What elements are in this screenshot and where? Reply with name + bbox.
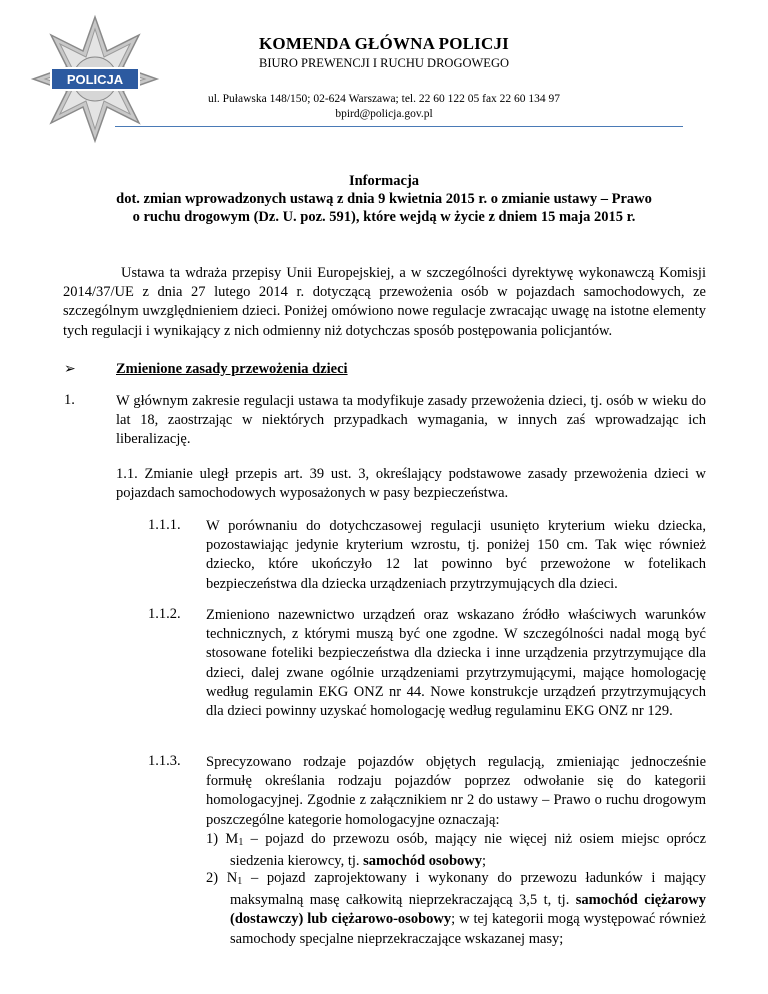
title-line-3: o ruchu drogowym (Dz. U. poz. 591), które wejdą w życie z dniem 15 maja 2015 r. bbox=[132, 209, 636, 225]
section-heading: Zmienione zasady przewożenia dzieci bbox=[116, 361, 348, 377]
point-1-1-3-text: Sprecyzowano rodzaje pojazdów objętych regulacją, zmieniając jednocześnie formułę określania rodzaju pojazdów poprzez odwołanie się do kategorii homologacyjnej. Zgodnie z załącznikiem nr 2 do ustawy – Prawo o ruchu drogowym poszczególne kategorie homologacyjne oznaczają: bbox=[206, 754, 706, 828]
header-rule bbox=[115, 126, 683, 127]
point-1-1-3-number: 1.1.3. bbox=[148, 753, 181, 769]
header-address: ul. Puławska 148/150; 02-624 Warszawa; tel. 22 60 122 05 fax 22 60 134 97 bbox=[207, 93, 561, 105]
point-1-1-text: Zmianie uległ przepis art. 39 ust. 3, określający podstawowe zasady przewożenia dzieci w pojazdach samochodowych wyposażonych w pasy bezpieczeństwa. bbox=[116, 466, 706, 502]
list-item-1-category: $M_1$ bbox=[225, 831, 244, 848]
list-item-1-number: 1) bbox=[206, 831, 219, 847]
list-item-1-text: – pojazd do przewozu osób, mający nie więcej niż osiem miejsc oprócz siedzenia kierowcy, tj. bbox=[230, 831, 707, 870]
header-title: KOMENDA GŁÓWNA POLICJI bbox=[259, 34, 509, 53]
list-item-1: 1) $M_1$ – pojazd do przewozu osób, mający nie więcej niż osiem miejsc oprócz siedzenia kierowcy, tj. samochód osobowy; bbox=[206, 831, 707, 870]
list-item-2-text: – pojazd zaprojektowany i wykonany do przewozu ładunków i mający maksymalną masę całkowitą nieprzekraczającą 3,5 t, tj. bbox=[230, 870, 706, 909]
list-item-2-bold: samochód ciężarowy (dostawczy) lub ciężarowo-osobowy bbox=[230, 892, 706, 928]
point-1-1-2-number: 1.1.2. bbox=[148, 606, 181, 622]
document-title bbox=[60, 172, 708, 226]
header-subtitle: BIURO PREWENCJI I RUCHU DROGOWEGO bbox=[259, 56, 509, 70]
point-1-text: W głównym zakresie regulacji ustawa ta modyfikuje zasady przewożenia dzieci, tj. osób w wieku do lat 18, zaostrzając w niektórych przypadkach wymagania, w innych zaś wprowadzając ich liberalizację. bbox=[116, 393, 706, 448]
list-item-2-category: $N_1$ bbox=[226, 870, 243, 887]
list-item-2: 2) $N_1$ – pojazd zaprojektowany i wykonany do przewozu ładunków i mający maksymalną masę całkowitą nieprzekraczającą 3,5 t, tj. samochód ciężarowy (dostawczy) lub ciężarowo-osobowy; w tej kategorii mogą występować również samochody specjalne nieprzekraczające wskazanej masy; bbox=[206, 870, 706, 947]
svg-text:POLICJA: POLICJA bbox=[66, 72, 124, 87]
point-1-1-1-text: W porównaniu do dotychczasowej regulacji usunięto kryterium wieku dziecka, pozostawiając jedynie kryterium wzrostu, tj. poniżej 150 cm. Tak więc również dziecko, które ukończyło 12 lat powinno być przewożone w fotelikach bezpieczeństwa dla dziecka urządzeniach przytrzymujących dla dzieci. bbox=[206, 518, 706, 592]
intro-paragraph: Ustawa ta wdraża przepisy Unii Europejskiej, a w szczególności dyrektywę wykonawczą Komisji 2014/37/UE z dnia 27 lutego 2014 r. dotyczącą przewożenia osób w pojazdach samochodowych, ze szczególnym uwzględnieniem dzieci. Poniżej omówiono nowe regulacje zwracając uwagę na istotne elementy tych regulacji i wynikający z nich odmienny niż dotychczas sposób postępowania policjantów. bbox=[63, 265, 706, 339]
point-1-1 bbox=[116, 465, 706, 503]
point-1-1-number: 1.1. bbox=[116, 466, 138, 482]
arrow-bullet-icon: ➢ bbox=[64, 362, 76, 377]
title-line-1: Informacja bbox=[348, 173, 420, 189]
list-item-1-bold: samochód osobowy bbox=[363, 853, 482, 870]
point-1-number: 1. bbox=[64, 392, 75, 408]
title-line-2: dot. zmian wprowadzonych ustawą z dnia 9 kwietnia 2015 r. o zmianie ustawy – Prawo bbox=[116, 191, 652, 207]
header-email[interactable]: bpird@policja.gov.pl bbox=[335, 108, 433, 120]
point-1-1-2-text: Zmieniono nazewnictwo urządzeń oraz wskazano źródło właściwych warunków technicznych, z którymi muszą być one zgodne. W szczególności nadal mogą być stosowane foteliki bezpieczeństwa dla dziecka i inne urządzenia przytrzymujące dla dzieci, dalej zwane ogólnie urządzeniami przytrzymującymi, mające homologację według regulamin EKG ONZ nr 44. Nowe konstrukcje urządzeń przytrzymujących dla dzieci powinny uzyskać homologację według regulaminu EKG ONZ nr 129. bbox=[206, 607, 706, 720]
header-address-block bbox=[0, 92, 768, 122]
point-1-1-1-number: 1.1.1. bbox=[148, 517, 181, 533]
list-item-2-number: 2) bbox=[206, 870, 219, 886]
